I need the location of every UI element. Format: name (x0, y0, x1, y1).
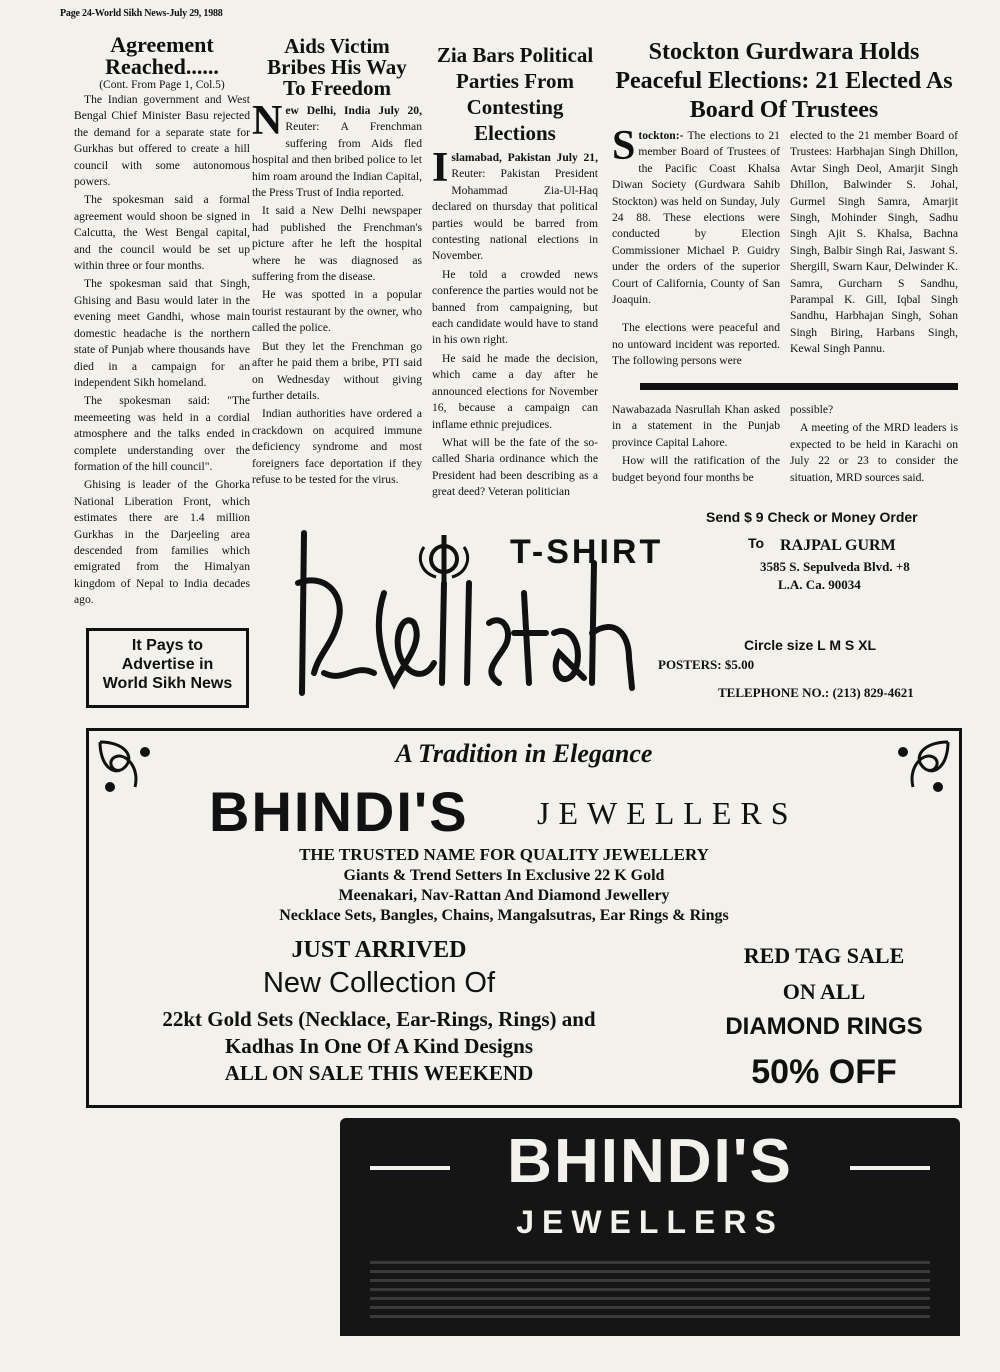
paragraph: elected to the 21 member Board of Trustees: Harbhajan Singh Dhillon, Avtar Singh Deol, Amarjit Singh Dhillon, Balwinder S. Johal, Gurmel Singh Samra, Amarjit Singh, Mohinder Singh, Sadhu Singh Ajit S. Khalsa, Bachna Singh, Balbir Singh Rai, Jaswant S. Shergill, Swarn Kaur, Delwinder K. Samra, Gurcharn S Sandhu, Parampal K. Gill, Iqbal Singh Sandhu, Harbhajan Singh, Sohan Singh Biring, Harbans Singh, Kewal Singh Pannu. (790, 129, 958, 356)
paragraph: He was spotted in a popular tourist restaurant by the owner, who called the police. (252, 288, 422, 335)
tshirt-title: T-SHIRT (510, 533, 664, 571)
headline-aids-3: To Freedom (283, 76, 391, 100)
dropcap: S (612, 123, 636, 169)
paragraph: A meeting of the MRD leaders is expected to be held in Karachi on July 22 or 23 to consider the situation, MRD sources said. (790, 421, 958, 484)
ad-line: Meenakari, Nav-Rattan And Diamond Jewellery (338, 887, 670, 904)
headline-zia-4: Elections (474, 121, 556, 145)
trusted-line: THE TRUSTED NAME FOR QUALITY JEWELLERY (299, 845, 709, 864)
zia-cont-col-2 (790, 402, 958, 488)
brand-sub: JEWELLERS (537, 795, 798, 831)
bhindi-banner (340, 1118, 960, 1336)
lead-text: Reuter: Pakistan President Mohammad Zia-Ul-Haq declared on thursday that political parties would be barred from contesting national elections in November. (432, 167, 598, 263)
dropcap: I (432, 145, 449, 191)
fifty-off: 50% OFF (751, 1053, 897, 1091)
house-ad (86, 628, 249, 708)
headline-stockton-2: Peaceful Elections: 21 Elected As (615, 68, 953, 94)
headline-aids-1: Aids Victim (284, 34, 390, 58)
headline-stockton-1: Stockton Gurdwara Holds (648, 39, 920, 65)
order-instruction: Send $ 9 Check or Money Order (706, 509, 918, 525)
paragraph: The spokesman said that Singh, Ghising and Basu would later in the evening meet Gandhi, whose main domestic headache is the northern state of Punjab where thousands have died in a campaign for an independent Sikh homeland. (74, 277, 250, 389)
article-body (74, 92, 250, 609)
article-zia (432, 42, 598, 503)
red-tag-sale: RED TAG SALE (743, 943, 905, 968)
paragraph: He said he made the decision, which came a day after he announced elections for November 16, because a campaign can inflame ethnic prejudices. (432, 351, 598, 431)
paragraph: The Indian government and West Bengal Chief Minister Basu rejected the demand for a separate state for Gurkhas but offered to create a hill council with some autonomous powers. (74, 93, 250, 189)
stockton-col-2 (790, 128, 958, 360)
lead-paragraph (612, 123, 780, 308)
headline-zia-1: Zia Bars Political (436, 43, 594, 67)
ad-line: Necklace Sets, Bangles, Chains, Mangalsutras, Ear Rings & Rings (279, 907, 729, 924)
lead-text: The elections to 21 member Board of Trustees of the Pacific Coast Khalsa Diwan Society (Gurdwara Sahib Stockton) was held on Sunday, July 24 88. These elections were conducted by Election Commissioner Michael P. Guidry under the orders of the superior Court of California, County of San Joaquin. (612, 129, 780, 307)
brand-name: BHINDI'S (209, 780, 469, 843)
paragraph: Ghising is leader of the Ghorka National Liberation Front, which estimates there are 1.4 million Gurkhas in the Darjeeling area descended from families which emigrated from the Himalyan kingdom of Nepal to India decades ago. (74, 478, 250, 607)
paragraph: The spokesman said: "The meemeeting was held in a cordial atmosphere and the talks ended in complete understanding over the formation of the hill council". (74, 394, 250, 473)
paragraph: He told a crowded news conference the parties would not be banned from campaigning, but each candidate would have to stand in his own right. (432, 267, 598, 347)
order-address-2: L.A. Ca. 90034 (778, 577, 861, 592)
on-sale-line: ALL ON SALE THIS WEEKEND (224, 1061, 534, 1085)
house-ad-line: Advertise in (121, 656, 214, 673)
on-all: ON ALL (782, 979, 866, 1004)
dropcap: N (252, 98, 283, 144)
new-collection: New Collection Of (262, 967, 496, 999)
article-body (432, 145, 598, 501)
ad-tagline: A Tradition in Elegance (395, 739, 653, 768)
paragraph: The elections were peaceful and no untoward incident was reported. The following persons were (612, 321, 780, 368)
divider-rule (640, 383, 958, 390)
article-aids (252, 36, 422, 490)
size-options: Circle size L M S XL (744, 637, 877, 653)
paragraph: Indian authorities have ordered a crackdown on acquired immune deficiency syndrome and most foreigners face deportation if they refuse to be tested for the virus. (252, 407, 422, 486)
paragraph: What will be the fate of the so-called Sharia ordinance which the President had been describing as a great deed? Veteran politician (432, 435, 598, 499)
paragraph: The spokesman said a formal agreement would shoon be signed in Calcutta, the West Bengal capital, and the council would be set up within three or four months. (74, 193, 250, 273)
headline-agreement-1: Agreement (110, 32, 214, 57)
continued-note: (Cont. From Page 1, Col.5) (99, 79, 225, 91)
article-agreement (74, 34, 250, 611)
paragraph: Nawabazada Nasrullah Khan asked in a statement in the Punjab province Capital Lahore. (612, 403, 780, 449)
khalistan-ad (254, 493, 970, 713)
article-stockton (604, 38, 964, 125)
paragraph: But they let the Frenchman go after he paid them a bribe, PTI said on Wednesday without giving further details. (252, 339, 422, 402)
order-address-1: 3585 S. Sepulveda Blvd. +8 (760, 559, 910, 574)
page-folio: Page 24-World Sikh News-July 29, 1988 (60, 8, 223, 19)
bhindi-ad (86, 728, 962, 1108)
banner-texture (370, 1258, 930, 1318)
ad-line: Giants & Trend Setters In Exclusive 22 K Gold (343, 867, 665, 884)
house-ad-line: It Pays to (131, 637, 204, 654)
banner-brand: BHINDI'S (507, 1127, 793, 1196)
lead-text: Reuter: A Frenchman suffering from Aids fled hospital and then bribed police to let him roam around the Indian Capital, the Press Trust of India reported. (252, 120, 422, 200)
zia-cont-col-1 (612, 402, 780, 488)
posters-price: POSTERS: $5.00 (658, 657, 755, 672)
dateline: ew Delhi, India July 20, (285, 104, 422, 117)
dateline: slamabad, Pakistan July 21, (451, 151, 598, 164)
paragraph: How will the ratification of the budget beyond four months be (612, 454, 780, 484)
lead-paragraph (252, 98, 422, 201)
stockton-col-1 (612, 123, 780, 372)
gold-sets-line: 22kt Gold Sets (Necklace, Ear-Rings, Rings) and (162, 1007, 596, 1031)
diamond-rings: DIAMOND RINGS (725, 1013, 923, 1040)
just-arrived: JUST ARRIVED (291, 937, 467, 963)
article-body (252, 98, 422, 488)
headline-agreement-2: Reached...... (105, 54, 219, 79)
headline-zia-2: Parties From (456, 69, 574, 93)
house-ad-line: World Sikh News (102, 675, 233, 692)
paragraph: possible? (790, 403, 834, 416)
khanda-icon (414, 533, 474, 583)
headline-zia-3: Contesting (466, 95, 564, 119)
phone-number: TELEPHONE NO.: (213) 829-4621 (718, 685, 914, 700)
headline-aids-2: Bribes His Way (267, 55, 407, 79)
lead-paragraph (432, 145, 598, 265)
headline-stockton-3: Board Of Trustees (689, 97, 879, 123)
order-name: RAJPAL GURM (780, 537, 896, 554)
kadhas-line: Kadhas In One Of A Kind Designs (224, 1034, 534, 1058)
paragraph: It said a New Delhi newspaper had published the Frenchman's picture after he left the hospital where he was diagnosed as suffering from the disease. (252, 204, 422, 284)
banner-sub: JEWELLERS (516, 1204, 784, 1240)
order-to: To (748, 535, 765, 551)
dateline: tockton:- (638, 129, 684, 142)
